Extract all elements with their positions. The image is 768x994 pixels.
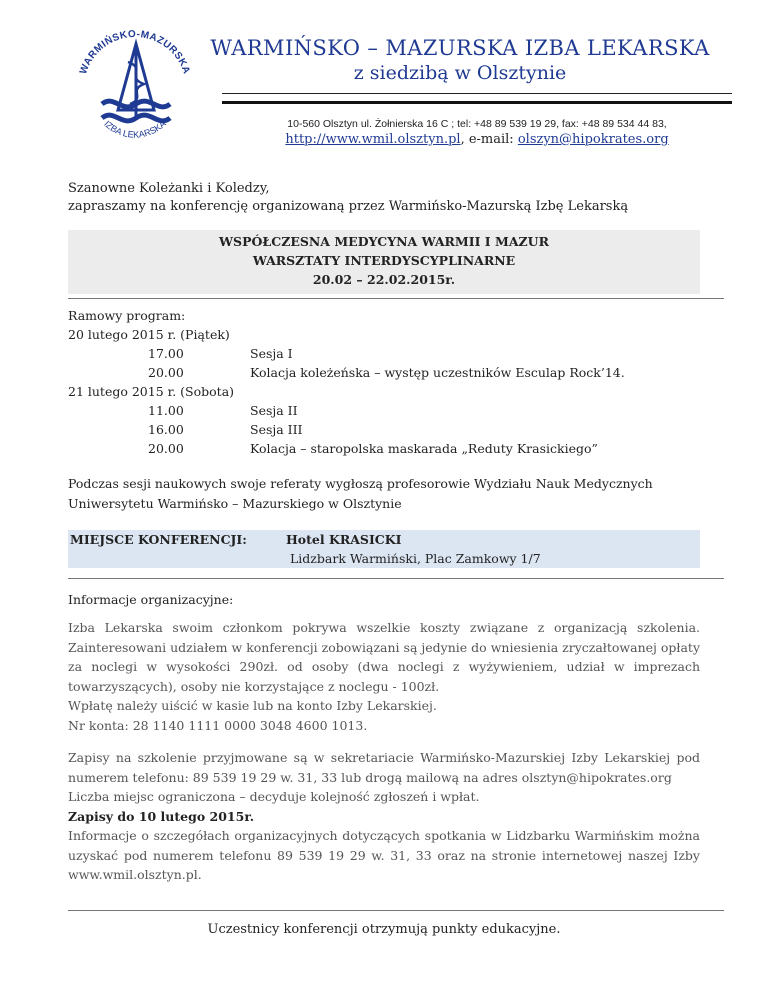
greeting-line: zapraszamy na konferencję organizowaną przez Warmińsko-Mazurską Izbę Lekarską <box>68 199 629 214</box>
sessions-note-line: Uniwersytetu Warmińsko – Mazurskiego w Olsztynie <box>68 496 402 511</box>
program-time: 11.00 <box>148 403 184 418</box>
registration-text: Zapisy na szkolenie przyjmowane są w sekretariacie Warmińsko-Mazurskiej Izby Lekarskiej pod numerem telefonu: 89 539 19 29 w. 31, 33 lub drogą mailową na adres olsztyn@hipokrates.org <box>68 750 700 785</box>
program-time: 16.00 <box>148 422 184 437</box>
header-divider-thick <box>222 101 732 104</box>
program-desc: Sesja I <box>250 346 293 361</box>
program-row <box>68 401 708 420</box>
info-text: Wpłatę należy uiścić w kasie lub na konto Izby Lekarskiej. <box>68 698 437 713</box>
program-desc: Kolacja – staropolska maskarada „Reduty Krasickiego” <box>250 441 598 456</box>
sessions-note-line: Podczas sesji naukowych swoje referaty wygłoszą profesorowie Wydziału Nauk Medycznych <box>68 476 653 491</box>
chamber-address: 10-560 Olsztyn ul. Żołnierska 16 C ; tel: +48 89 539 19 29, fax: +48 89 534 44 83, <box>287 118 667 130</box>
info-text: Nr konta: 28 1140 1111 0000 3048 4600 1013. <box>68 717 368 733</box>
place-label: MIEJSCE KONFERENCJI: <box>70 532 247 547</box>
logo-text-top: WARMIŃSKO-MAZURSKA <box>78 28 192 76</box>
program-desc: Sesja II <box>250 403 298 418</box>
registration-paragraph <box>68 748 700 885</box>
chamber-seat: z siedzibą w Olsztynie <box>353 62 567 84</box>
email-link[interactable]: olszyn@hipokrates.org <box>517 132 669 147</box>
conference-dates: 20.02 – 22.02.2015r. <box>312 272 456 287</box>
program-row <box>68 363 708 382</box>
program-day: 21 lutego 2015 r. (Sobota) <box>68 384 235 399</box>
program-row <box>68 420 708 439</box>
program-desc: Kolacja koleżeńska – występ uczestników Esculap Rock’14. <box>250 365 625 380</box>
divider <box>68 910 724 911</box>
place-name: Hotel KRASICKI <box>286 532 402 547</box>
chamber-title: WARMIŃSKO – MAZURSKA IZBA LEKARSKA <box>210 36 710 60</box>
program-heading: Ramowy program: <box>68 308 186 323</box>
greeting <box>68 180 628 216</box>
info-paragraph <box>68 618 700 735</box>
conference-title: WSPÓŁCZESNA MEDYCYNA WARMII I MAZUR <box>219 234 549 249</box>
chamber-logo <box>70 22 200 152</box>
details-text: Informacje o szczegółach organizacyjnych dotyczących spotkania w Lidzbarku Warmińskim można uzyskać pod numerem telefonu 89 539 19 29 w. 31, 33 oraz na stronie internetowej naszej Izby www.wmil.olsztyn.pl. <box>68 828 700 882</box>
info-text: Izba Lekarska swoim członkom pokrywa wszelkie koszty związane z organizacją szkolenia. Zainteresowani udziałem w konferencji zobowiązani są jedynie do wniesienia zryczałtowanej opłaty za noclegi w wysokości 290zł. od osoby (dwa noclegi z wyżywieniem, udział w imprezach towarzyszących), osoby nie korzystające z noclegu - 100zł. <box>68 620 700 694</box>
footer-note: Uczestnicy konferencji otrzymują punkty edukacyjne. <box>207 922 561 937</box>
program-row <box>68 439 708 458</box>
program-time: 17.00 <box>148 346 184 361</box>
program-day: 20 lutego 2015 r. (Piątek) <box>68 327 230 342</box>
program-row <box>68 344 708 363</box>
contact-links <box>222 132 732 147</box>
program-time: 20.00 <box>148 441 184 456</box>
header-divider-thin <box>222 93 732 94</box>
place-address: Lidzbark Warmiński, Plac Zamkowy 1/7 <box>290 551 541 566</box>
greeting-line: Szanowne Koleżanki i Koledzy, <box>68 181 270 196</box>
registration-text: Liczba miejsc ograniczona – decyduje kolejność zgłoszeń i wpłat. <box>68 789 480 804</box>
conference-subtitle: WARSZTATY INTERDYSCYPLINARNE <box>252 253 516 268</box>
program <box>68 306 708 458</box>
program-time: 20.00 <box>148 365 184 380</box>
divider <box>68 298 724 299</box>
website-link[interactable]: http://www.wmil.olsztyn.pl <box>285 132 461 147</box>
registration-deadline: Zapisy do 10 lutego 2015r. <box>68 808 255 824</box>
divider <box>68 578 724 579</box>
email-label: , e-mail: <box>460 132 518 147</box>
info-heading: Informacje organizacyjne: <box>68 592 234 607</box>
sessions-note <box>68 474 708 514</box>
conference-title-box <box>68 230 700 294</box>
conference-place-box <box>68 530 700 568</box>
caduceus-icon <box>102 44 170 121</box>
logo-text-bottom: IZBA LEKARSKA <box>102 118 168 140</box>
program-desc: Sesja III <box>250 422 303 437</box>
